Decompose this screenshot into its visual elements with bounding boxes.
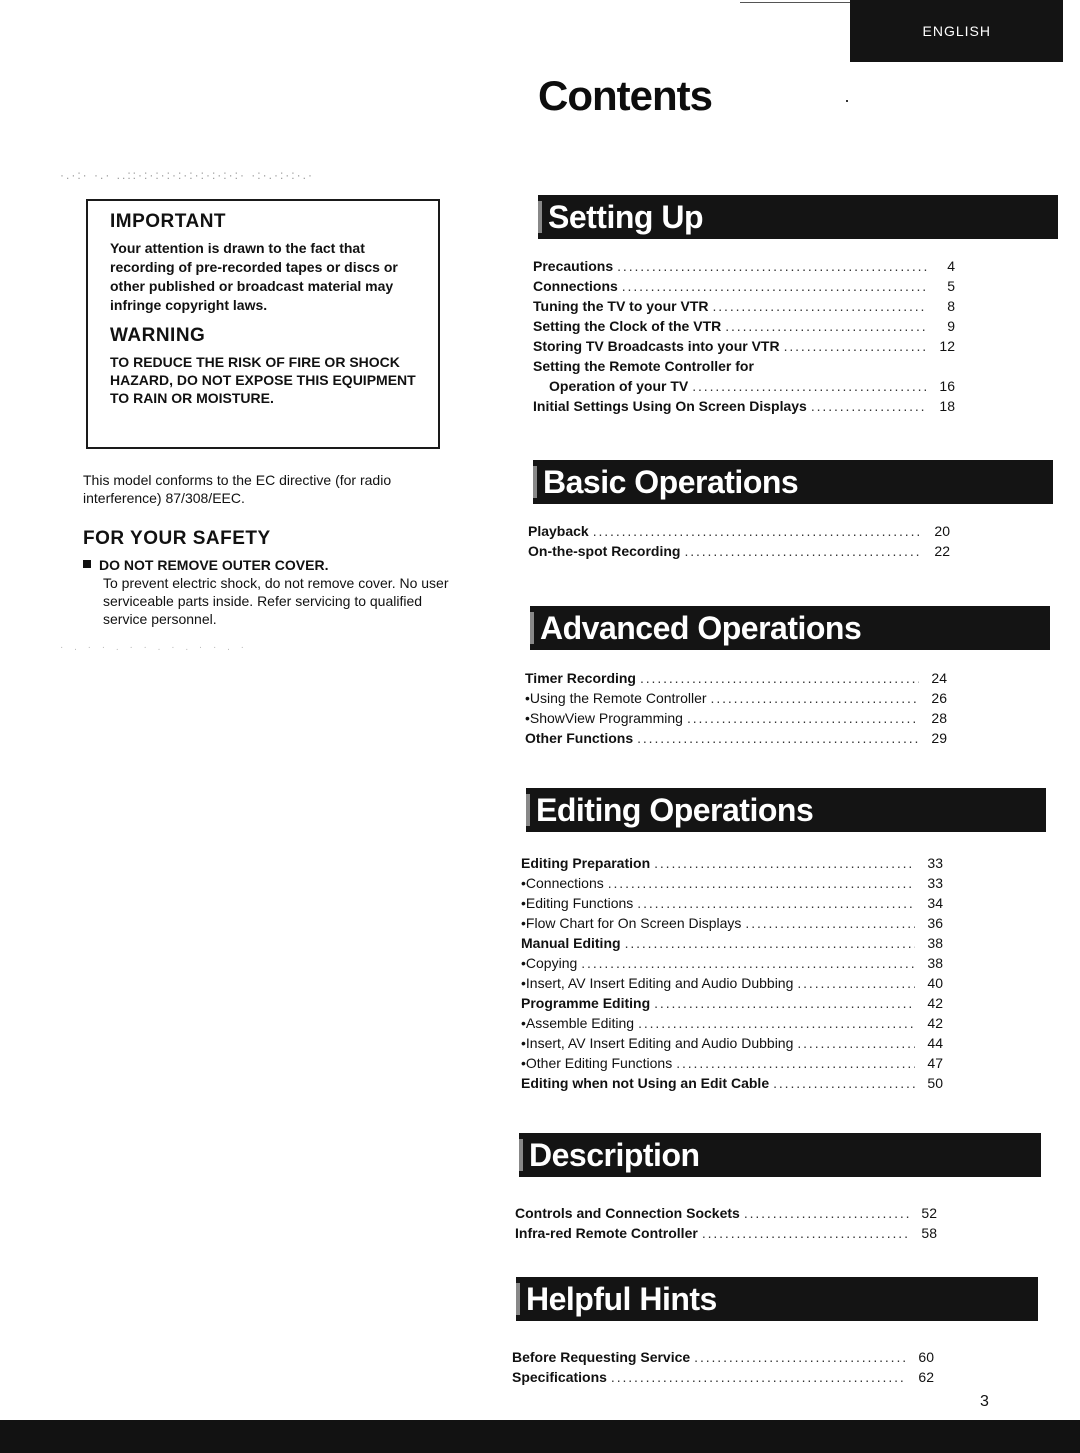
toc-entry-page: 28 [931,710,947,726]
leader-dots [607,1367,906,1387]
toc-entry-label: Timer Recording [525,670,636,686]
leader-dots [618,276,927,296]
toc-entry[interactable] [533,336,955,356]
leader-dots [577,953,915,973]
section-banner-helpful-hints [516,1277,1038,1321]
important-heading: IMPORTANT [110,211,227,232]
toc-entry[interactable] [521,973,943,993]
toc-entry-label: •Using the Remote Controller [525,690,707,706]
toc-entry[interactable] [521,893,943,913]
leader-dots [672,1053,915,1073]
scan-noise: · . · · . · · . · . · · . · [60,642,248,653]
leader-dots [634,1013,915,1033]
toc-editing-operations [521,853,943,1093]
leader-dots [690,1347,906,1367]
toc-entry-label: •Assemble Editing [521,1015,635,1031]
toc-entry-page: 58 [921,1225,937,1241]
toc-entry-page: 22 [934,543,950,559]
leader-dots [807,396,927,416]
toc-basic-operations [528,521,950,561]
section-title: Advanced Operations [540,610,862,646]
toc-entry[interactable] [521,993,943,1013]
toc-entry[interactable] [521,853,943,873]
toc-entry-page: 4 [947,258,955,274]
toc-entry-label: •Copying [521,955,578,971]
section-banner-description [519,1133,1041,1177]
leader-dots [633,728,919,748]
toc-entry-label: Other Functions [525,730,634,746]
toc-entry-page: 52 [921,1205,937,1221]
toc-entry[interactable] [533,276,955,296]
toc-entry-label: Precautions [533,258,614,274]
section-title: Editing Operations [536,792,814,828]
toc-entry-page: 38 [927,935,943,951]
toc-entry[interactable] [533,396,955,416]
leader-dots [680,541,922,561]
top-rule [740,2,850,3]
toc-entry-page: 26 [931,690,947,706]
section-title: Setting Up [548,199,703,235]
toc-entry[interactable] [533,296,955,316]
section-banner-basic-operations [533,460,1053,504]
toc-entry-label: Editing Preparation [521,855,651,871]
toc-entry-page: 44 [927,1035,943,1051]
page-title: Contents [538,72,712,119]
toc-entry-page: 42 [927,1015,943,1031]
toc-helpful-hints [512,1347,934,1387]
safety-item-body: To prevent electric shock, do not remove cover. No user serviceable parts inside. Refer servicing to qualified service personnel. [103,575,449,627]
section-banner-setting-up [538,195,1058,239]
toc-entry-page: 20 [934,523,950,539]
toc-entry[interactable] [521,873,943,893]
toc-entry-label: Playback [528,523,589,539]
toc-entry-page: 50 [927,1075,943,1091]
toc-entry-page: 60 [918,1349,934,1365]
toc-entry[interactable] [528,521,950,541]
section-title: Description [529,1137,700,1173]
leader-dots [740,1203,909,1223]
toc-entry[interactable] [521,1053,943,1073]
toc-entry[interactable] [512,1367,934,1387]
toc-entry[interactable] [525,708,947,728]
toc-entry-label: Storing TV Broadcasts into your VTR [533,338,780,354]
toc-entry-label: On-the-spot Recording [528,543,681,559]
important-text: Your attention is drawn to the fact that recording of pre-recorded tapes or discs or other published or broadcast material may infringe copyright laws. [110,240,398,313]
leader-dots [650,853,915,873]
safety-item-lead: DO NOT REMOVE OUTER COVER. [99,557,329,573]
toc-entry[interactable] [525,728,947,748]
toc-entry-label: Infra-red Remote Controller [515,1225,698,1241]
toc-entry-label: Initial Settings Using On Screen Displays [533,398,807,414]
leader-dots [589,521,922,541]
language-tab [850,0,1063,62]
leader-dots [793,973,915,993]
leader-dots [721,316,927,336]
leader-dots [621,933,915,953]
toc-entry-label: Controls and Connection Sockets [515,1205,740,1221]
square-bullet-icon [83,560,91,568]
toc-entry-label: •Editing Functions [521,895,634,911]
leader-dots [769,1073,915,1093]
toc-entry-label: Programme Editing [521,995,651,1011]
toc-entry[interactable] [521,913,943,933]
toc-entry[interactable] [528,541,950,561]
toc-entry-label: Manual Editing [521,935,621,951]
toc-entry[interactable] [521,1073,943,1093]
toc-entry-page: 5 [947,278,955,294]
toc-entry[interactable] [521,933,943,953]
toc-entry[interactable] [533,356,955,376]
toc-entry[interactable] [515,1223,937,1243]
decorative-speck [846,100,848,102]
toc-entry-page: 47 [927,1055,943,1071]
conformity-statement: This model conforms to the EC directive (for radio interference) 87/308/EEC. [83,472,392,506]
leader-dots [683,708,919,728]
bottom-bar [0,1420,1080,1453]
toc-entry[interactable] [521,953,943,973]
toc-entry[interactable] [521,1013,943,1033]
toc-entry[interactable] [512,1347,934,1367]
toc-entry[interactable] [515,1203,937,1223]
toc-entry-page: 8 [947,298,955,314]
toc-setting-up [533,256,955,416]
toc-entry-page: 40 [927,975,943,991]
page-number: 3 [980,1393,989,1410]
warning-heading: WARNING [110,325,206,346]
leader-dots [780,336,927,356]
toc-entry-label: Operation of your TV [549,378,689,394]
toc-entry-label: Editing when not Using an Edit Cable [521,1075,770,1091]
toc-entry-page: 9 [947,318,955,334]
toc-entry-label: •Insert, AV Insert Editing and Audio Dubbing [521,1035,794,1051]
toc-entry-page: 24 [931,670,947,686]
toc-entry-label: Tuning the TV to your VTR [533,298,709,314]
leader-dots [709,296,928,316]
section-banner-advanced-operations [530,606,1050,650]
toc-entry[interactable] [533,376,955,396]
toc-entry-page: 42 [927,995,943,1011]
safety-heading: FOR YOUR SAFETY [83,528,271,549]
toc-entry-label: Before Requesting Service [512,1349,691,1365]
leader-dots [688,376,927,396]
toc-entry-label: •Other Editing Functions [521,1055,673,1071]
leader-dots [793,1033,915,1053]
toc-entry-label: Connections [533,278,618,294]
section-title: Basic Operations [543,464,799,500]
toc-entry[interactable] [533,256,955,276]
important-notice-box [86,199,440,449]
leader-dots [604,873,915,893]
toc-entry-page: 34 [927,895,943,911]
toc-entry-label: •Flow Chart for On Screen Displays [521,915,742,931]
leader-dots [613,256,927,276]
toc-entry-label: Setting the Remote Controller for [533,358,754,374]
scan-noise: ·.·:· ·.· ..::·:·:·:·:·:·:·:·:·:· ·:·.·:·:·.· [60,168,314,182]
leader-dots [741,913,915,933]
leader-dots [636,668,919,688]
leader-dots [650,993,915,1013]
toc-entry-page: 29 [931,730,947,746]
toc-entry-page: 16 [939,378,955,394]
language-tab-label: ENGLISH [922,23,991,39]
toc-entry[interactable] [525,668,947,688]
toc-entry-label: •ShowView Programming [525,710,683,726]
toc-entry-page: 38 [927,955,943,971]
leader-dots [698,1223,909,1243]
toc-entry-page: 36 [927,915,943,931]
toc-entry-page: 12 [939,338,955,354]
toc-description [515,1203,937,1243]
leader-dots [707,688,919,708]
warning-text: TO REDUCE THE RISK OF FIRE OR SHOCK HAZARD, DO NOT EXPOSE THIS EQUIPMENT TO RAIN OR MOISTURE. [110,354,416,406]
toc-entry[interactable] [521,1033,943,1053]
toc-advanced-operations [525,668,947,748]
leader-dots [633,893,915,913]
toc-entry-page: 33 [927,855,943,871]
toc-entry[interactable] [525,688,947,708]
toc-entry-page: 62 [918,1369,934,1385]
toc-entry-label: •Connections [521,875,604,891]
toc-entry-page: 18 [939,398,955,414]
toc-entry-page: 33 [927,875,943,891]
section-title: Helpful Hints [526,1281,717,1317]
toc-entry-label: Specifications [512,1369,607,1385]
section-banner-editing-operations [526,788,1046,832]
toc-entry-label: Setting the Clock of the VTR [533,318,722,334]
toc-entry[interactable] [533,316,955,336]
safety-item [83,556,453,628]
toc-entry-label: •Insert, AV Insert Editing and Audio Dubbing [521,975,794,991]
